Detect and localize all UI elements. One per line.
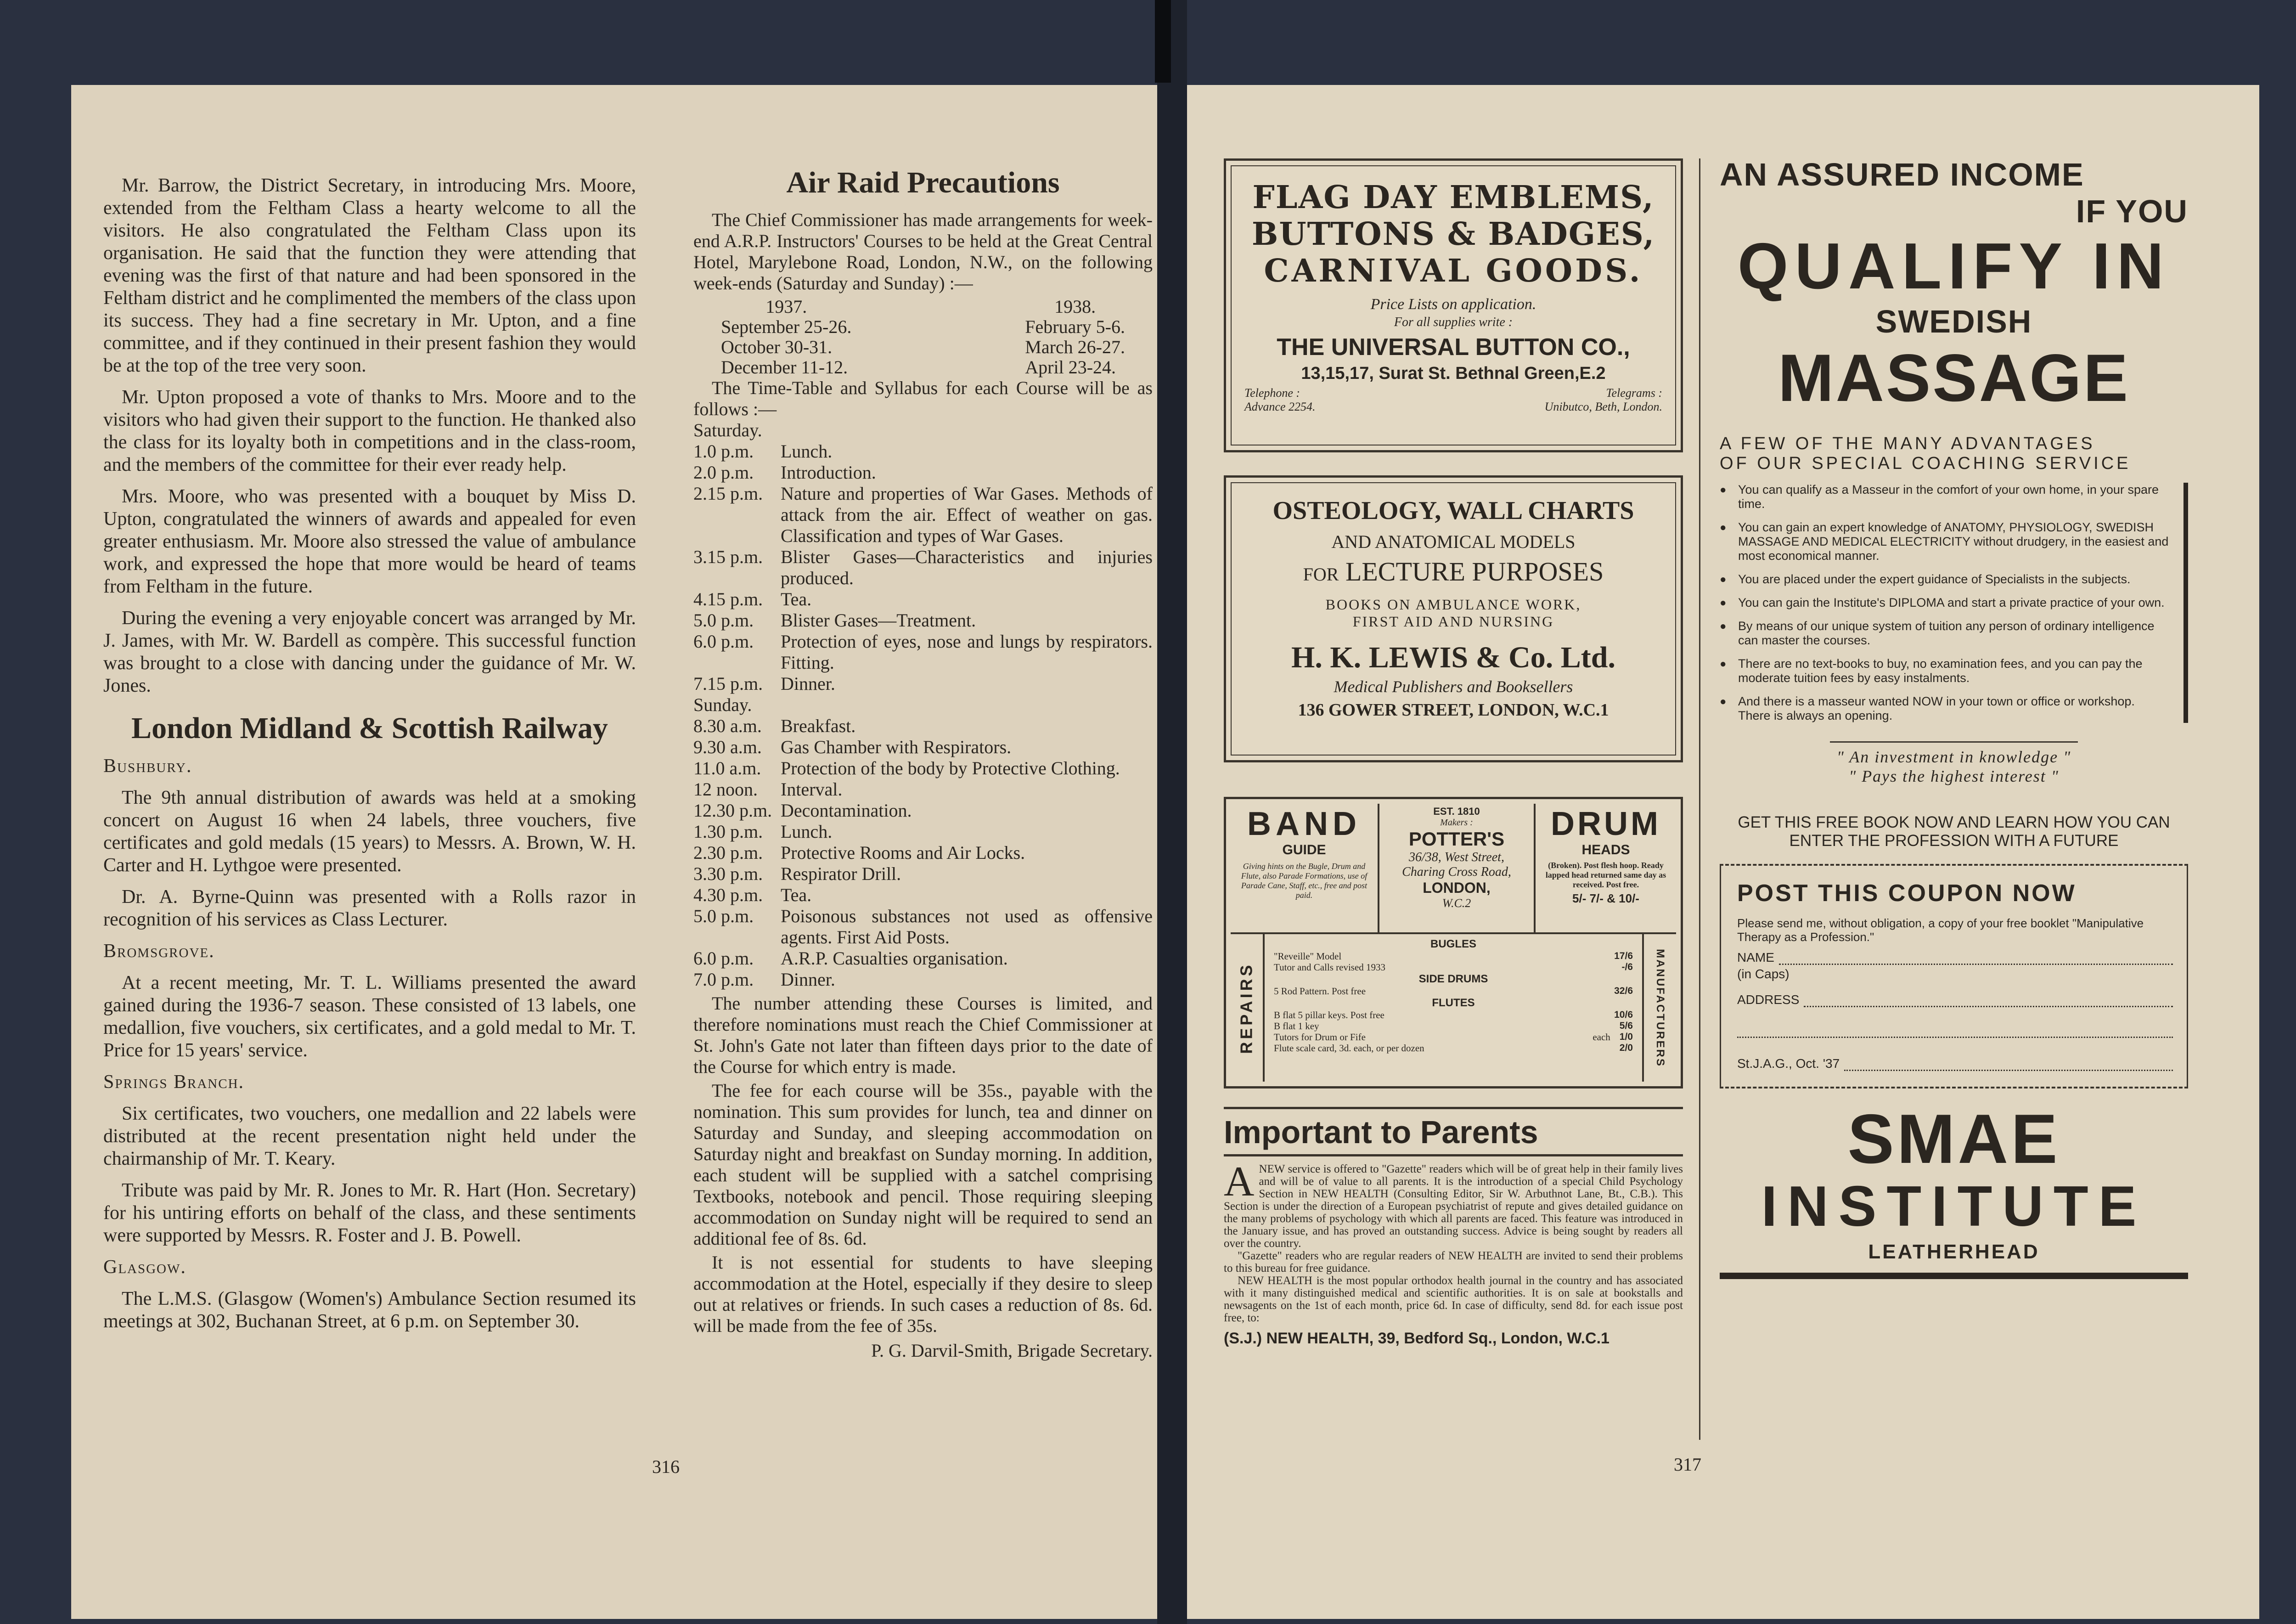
paragraph: The Chief Commissioner has made arrangements for week-end A.R.P. Instructors' Courses to be held at the Great Central Hotel, Marylebone Road, London, N.W., on the following week-ends (Saturday and Sunday) :— [693,209,1153,293]
price-row [1274,1009,1633,1021]
timetable-row [693,885,1153,906]
ad-line: BOOKS ON AMBULANCE WORK, [1325,596,1581,613]
paragraph: The L.M.S. (Glasgow (Women's) Ambulance Section resumed its meetings at 302, Buchanan Street, at 6 p.m. on September 30. [103,1288,636,1332]
advantage-item: ● You can qualify as a Masseur in the comfort of your own home, in your spare time. [1720,483,2170,511]
potters-name: POTTER'S [1408,828,1505,850]
time: 5.0 p.m. [693,610,754,631]
activity: Poisonous substances not used as offensive agents. First Aid Posts. [781,906,1153,947]
bugles-heading: BUGLES [1430,938,1476,950]
activity: Blister Gases—Characteristics and injuries produced. [781,547,1153,588]
timetable-row [693,441,1153,462]
reference-field[interactable] [1737,1056,2173,1071]
item-name: "Reveille" Model [1274,951,1342,962]
advantages-heading: OF OUR SPECIAL COACHING SERVICE [1720,454,2131,473]
timetable-row [693,483,1153,547]
activity: Nature and properties of War Gases. Methods of attack from the air. Effect of weather on gas. Classification and types of War Gases. [781,483,1153,546]
parents-ad [1224,1107,1683,1348]
time: 12.30 p.m. [693,800,772,821]
price-row [1274,1021,1633,1032]
heads-heading: HEADS [1581,842,1630,857]
timetable-row [693,800,1153,821]
ad-line: Price Lists on application. [1370,296,1536,313]
item-price: 5/6 [1619,1021,1633,1031]
address-line: 36/38, West Street, [1409,850,1504,864]
drum-heading: DRUM [1551,806,1661,842]
ad-line: Medical Publishers and Booksellers [1334,677,1573,696]
timetable-row [693,462,1153,483]
time: 1.30 p.m. [693,821,763,842]
established: EST. 1810 [1433,806,1480,817]
price-row [1274,986,1633,997]
time: 3.15 p.m. [693,547,763,567]
advantage-item: ● You can gain the Institute's DIPLOMA and start a private practice of your own. [1720,596,2170,610]
advantage-item: ● There are no text-books to buy, no examination fees, and you can pay the moderate tuition fees by easy instalments. [1720,657,2170,685]
item-price: 1/0 [1619,1032,1633,1042]
telephone: Advance 2254. [1244,400,1316,413]
date: April 23-24. [1025,357,1116,378]
subheading: Glasgow. [103,1257,186,1278]
left-column-2 [693,165,1153,1361]
advantage-item: ● You can gain an expert knowledge of ANATOMY, PHYSIOLOGY, SWEDISH MASSAGE AND MEDICAL ELECTRICITY without drudgery, in the easiest and most economical manner. [1720,520,2170,563]
band-heading: BAND [1247,806,1361,842]
time: 2.30 p.m. [693,842,763,863]
timetable-row [693,969,1153,990]
item-name: Tutor and Calls revised 1933 [1274,962,1386,973]
subheading: Bushbury. [103,756,192,777]
item-name: Tutors for Drum or Fife [1274,1032,1366,1043]
activity: A.R.P. Casualties organisation. [781,948,1008,969]
flag-day-ad [1224,158,1683,452]
column-divider [1699,158,1700,1440]
item-price: -/6 [1621,962,1633,972]
year-1937: 1937. [765,296,807,317]
address-field-2[interactable] [1737,1026,2173,1038]
saturday-timetable [693,441,1153,694]
ad-line: FOR [1303,564,1339,585]
time: 1.0 p.m. [693,441,754,462]
item-price: 17/6 [1614,951,1633,961]
activity: Blister Gases—Treatment. [781,610,976,631]
band-guide-ad [1224,797,1683,1088]
time: 4.30 p.m. [693,885,763,905]
ad-title: Important to Parents [1224,1114,1538,1150]
timetable-row [693,547,1153,589]
year-1938: 1938. [1054,296,1096,317]
paragraph: At a recent meeting, Mr. T. L. Williams presented the award gained during the 1936-7 season. These consisted of 13 labels, one medallion, five vouchers, six certificates, and a gold medal to Mr. T. Price for 15 years' service. [103,972,636,1061]
caps-label: (in Caps) [1737,967,1790,981]
ad-line: AND ANATOMICAL MODELS [1331,531,1576,552]
book-gutter [1157,0,1187,1624]
activity: Respirator Drill. [781,863,901,884]
time: 2.15 p.m. [693,483,763,504]
manufacturers-label: MANUFACTURERS [1654,948,1667,1067]
price-row [1274,1043,1633,1054]
time: 6.0 p.m. [693,948,754,969]
date: February 5-6. [1025,316,1125,337]
time: 9.30 a.m. [693,737,762,757]
activity: Protective Rooms and Air Locks. [781,842,1025,863]
address-city: LONDON, [1423,880,1491,896]
subheading: Bromsgrove. [103,941,215,962]
ad-line: LECTURE PURPOSES [1345,557,1604,586]
activity: Decontamination. [781,800,912,821]
paragraph: The Time-Table and Syllabus for each Course will be as follows :— [693,378,1153,419]
time: 4.15 p.m. [693,589,763,609]
binding-tape [1155,0,1171,83]
paragraph: Tribute was paid by Mr. R. Jones to Mr. R. Hart (Hon. Secretary) for his untiring efforts on behalf of the class, and these sentiments were supported by Messrs. R. Foster and J. B. Powell. [103,1180,636,1246]
time: 11.0 a.m. [693,758,761,778]
timetable-row [693,673,1153,694]
telegram: Unibutco, Beth, London. [1544,400,1662,413]
price-row [1274,1032,1633,1043]
sunday-timetable [693,716,1153,990]
paragraph: The 9th annual distribution of awards was held at a smoking concert on August 16 when 24 labels, three vouchers, five certificates and gold medals (15 years) to Messrs. A. Brown, W. H. Carter and H. Lythgoe were presented. [103,787,636,876]
smae-ad [1720,156,2188,1279]
guide-heading: GUIDE [1282,842,1326,857]
guide-text: Giving hints on the Bugle, Drum and Flute, also Parade Formations, use of Parade Cane, Staff, etc., free and post paid. [1241,862,1367,900]
institute-name: INSTITUTE [1761,1175,2147,1238]
item-note: each [1593,1032,1610,1043]
date: March 26-27. [1025,337,1125,357]
paragraph: Mr. Upton proposed a vote of thanks to Mrs. Moore and to the visitors who had given their support to the function. He thanked also the class for its loyalty both in competitions and in the class-room, and the members of the committee for their ever ready help. [103,387,636,475]
date: September 25-26. [721,316,852,337]
time: 7.0 p.m. [693,969,754,990]
ad-line: FIRST AID AND NURSING [1352,613,1554,630]
signature: P. G. Darvil-Smith, Brigade Secretary. [871,1340,1153,1361]
item-price: 10/6 [1614,1009,1633,1020]
address-label: ADDRESS [1737,992,1800,1007]
price-row [1274,951,1633,962]
timetable-row [693,737,1153,758]
timetable-row [693,779,1153,800]
date: October 30-31. [721,337,833,357]
heads-text: (Broken). Post flesh hoop. Ready lapped head returned same day as received. Post free. [1545,861,1666,889]
timetable-row [693,906,1153,948]
osteology-ad [1224,475,1683,762]
paragraph: Mrs. Moore, who was presented with a bouquet by Miss D. Upton, congratulated the winners of awards and appealed for even greater enthusiasm. Mr. Moore also stressed the value of ambulance work, and expressed the hope that more would be heard of teams from Feltham in the future. [103,486,636,597]
name-label: NAME [1737,950,1774,964]
activity: Gas Chamber with Respirators. [781,737,1012,757]
paragraph: NEW HEALTH is the most popular orthodox health journal in the country and has associated with it many distinguished medical and scientific authorities. It is on sale at bookstalls and newsagents on the 1st of each month, price 6d. In case of difficulty, send 8d. for each issue post free, to: [1224,1274,1683,1324]
date: December 11-12. [721,357,848,378]
advantage-item: ● You are placed under the expert guidance of Specialists in the subjects. [1720,572,2170,586]
time: 6.0 p.m. [693,631,754,652]
time: 5.0 p.m. [693,906,754,926]
course-dates [721,297,1125,378]
ad-headline: IF YOU [2076,193,2188,229]
quote: " An investment in knowledge " [1836,748,2071,766]
time: 3.30 p.m. [693,863,763,884]
item-price: 32/6 [1614,986,1633,996]
ad-title: CARNIVAL GOODS. [1264,253,1643,289]
activity: Interval. [781,779,843,800]
paragraph: The fee for each course will be 35s., payable with the nomination. This sum provides for lunch, tea and dinner on Saturday and Sunday, and sleeping accommodation on Saturday night and breakfast on Sunday morning. In addition, each student will be supplied with a satchel comprising Textbooks, notebook and pencil. Those requiring sleeping accommodation on Sunday night will be required to send an additional fee of 8s. 6d. [693,1080,1153,1249]
coupon-text: Please send me, without obligation, a copy of your free booklet "Manipulative Therapy as a Profession." [1737,916,2144,944]
price-row [1274,962,1633,973]
page-number-left: 316 [652,1456,680,1477]
address-postcode: W.C.2 [1442,897,1471,910]
activity: Lunch. [781,441,833,462]
telegram-label: Telegrams : [1606,386,1662,400]
timetable-row [693,821,1153,842]
company-name: H. K. LEWIS & Co. Ltd. [1291,641,1615,674]
paragraph: It is not essential for students to have sleeping accommodation at the Hotel, especially if they desire to sleep out at relatives or friends. In such cases a reduction of 8s. 6d. will be made from the fee of 35s. [693,1252,1153,1336]
timetable-row [693,631,1153,673]
ad-title: OSTEOLOGY, WALL CHARTS [1272,496,1634,525]
quote: " Pays the highest interest " [1849,767,2059,785]
section-heading-arp: Air Raid Precautions [786,166,1060,199]
call-to-action: GET THIS FREE BOOK NOW AND LEARN HOW YOU CAN ENTER THE PROFESSION WITH A FUTURE [1738,813,2170,850]
timetable-row [693,758,1153,779]
ad-headline: MASSAGE [1778,340,2130,415]
timetable-row [693,589,1153,610]
activity: Protection of the body by Protective Clothing. [781,758,1120,778]
advantages-heading: A FEW OF THE MANY ADVANTAGES [1720,434,2095,453]
activity: Protection of eyes, nose and lungs by respirators. Fitting. [781,631,1153,673]
reference-label: St.J.A.G., Oct. '37 [1737,1056,1840,1071]
timetable-row [693,610,1153,631]
item-name: Flute scale card, 3d. each, or per dozen [1274,1043,1424,1054]
address-field[interactable] [1737,992,2173,1007]
heads-prices: 5/- 7/- & 10/- [1572,891,1639,905]
advantages-list [1720,483,2188,723]
drop-cap: A [1224,1158,1255,1205]
page-number-right: 317 [1674,1454,1701,1475]
paragraph: "Gazette" readers who are regular readers of NEW HEALTH are invited to send their problems to this bureau for free guidance. [1224,1250,1683,1274]
subheading: Springs Branch. [103,1071,245,1093]
coupon-title: POST THIS COUPON NOW [1737,880,2077,907]
repairs-label: REPAIRS [1237,962,1256,1054]
time: 8.30 a.m. [693,716,762,736]
day-label: Sunday. [693,694,752,715]
paragraph: During the evening a very enjoyable concert was arranged by Mr. J. James, with Mr. W. Bardell as compère. This successful function was brought to a close with dancing under the guidance of Mr. W. Jones. [103,608,636,696]
timetable-row [693,863,1153,885]
timetable-row [693,842,1153,863]
paragraph: Dr. A. Byrne-Quinn was presented with a Rolls razor in recognition of his services as Class Lecturer. [103,886,636,930]
ad-headline: SWEDISH [1875,304,2032,339]
makers-label: Makers : [1440,818,1473,828]
time: 7.15 p.m. [693,673,763,694]
ad-title: FLAG DAY EMBLEMS, [1252,179,1654,216]
paragraph: NEW service is offered to "Gazette" readers which will be of great help in their family lives and will be of value to all parents. It is the introduction of a special Child Psychology Section in NEW HEALTH (Consulting Editor, Sir W. Arbuthnot Lane, Bt., C.B.). This Section is under the direction of a European psychiatrist of repute and gives detailed guidance on the many problems of psychology with which all parents are faced. This feature was introduced in the January issue, and has proved an outstanding success. Advice is being sought by readers all over the country. [1224,1163,1683,1250]
activity: Tea. [781,589,812,609]
section-heading-lms: London Midland & Scottish Railway [131,711,608,745]
flutes-heading: FLUTES [1432,997,1475,1009]
ad-headline: QUALIFY IN [1737,230,2171,303]
item-price: 2/0 [1619,1043,1633,1053]
day-label: Saturday. [693,420,762,440]
timetable-row [693,716,1153,737]
item-name: B flat 5 pillar keys. Post free [1274,1009,1384,1021]
activity: Tea. [781,885,812,905]
left-column-1 [103,175,636,1342]
name-field[interactable] [1737,950,2173,965]
institute-location: LEATHERHEAD [1868,1241,2040,1263]
paragraph: Six certificates, two vouchers, one medallion and 22 labels were distributed at the recent presentation night held under the chairmanship of Mr. T. Keary. [103,1103,636,1169]
telephone-label: Telephone : [1244,386,1300,400]
company-address: 136 GOWER STREET, LONDON, W.C.1 [1298,700,1609,720]
ad-line: For all supplies write : [1394,315,1513,329]
advantage-item: ● By means of our unique system of tuition any person of ordinary intelligence can master the courses. [1720,619,2170,648]
address-line: Charing Cross Road, [1402,865,1511,879]
paragraph: Mr. Barrow, the District Secretary, in introducing Mrs. Moore, extended from the Feltham Class a hearty welcome to all the visitors. He also congratulated the Feltham Class upon its organisation. He said that the function they were attending that evening was the first of that nature and had been sponsored in the Feltham district and he complimented the members of the class upon its success. They had a fine secretary in Mr. Upton, and a fine committee, and if they continued in their present fashion they would be at the top of the tree very soon. [103,175,636,376]
ad-footer: (S.J.) NEW HEALTH, 39, Bedford Sq., London, W.C.1 [1224,1330,1609,1347]
item-name: 5 Rod Pattern. Post free [1274,986,1366,997]
ad-title: BUTTONS & BADGES, [1251,216,1655,253]
ad-headline: AN ASSURED INCOME [1720,157,2084,192]
coupon[interactable] [1720,864,2188,1088]
time: 12 noon. [693,779,758,800]
company-address: 13,15,17, Surat St. Bethnal Green,E.2 [1301,364,1606,383]
activity: Lunch. [781,821,833,842]
footer-rule [1720,1273,2188,1279]
advantage-item: ● And there is a masseur wanted NOW in your town or office or workshop. There is always an opening. [1720,694,2170,723]
item-name: B flat 1 key [1274,1021,1319,1032]
institute-name: SMAE [1847,1100,2060,1178]
paragraph: The number attending these Courses is limited, and therefore nominations must reach the Chief Commissioner at St. John's Gate not later than fifteen days prior to the date of the Course for which entry is made. [693,993,1153,1077]
side-drums-heading: SIDE DRUMS [1418,973,1488,985]
timetable-row [693,948,1153,969]
activity: Introduction. [781,462,876,483]
activity: Breakfast. [781,716,856,736]
time: 2.0 p.m. [693,462,754,483]
company-name: THE UNIVERSAL BUTTON CO., [1277,334,1630,361]
activity: Dinner. [781,969,835,990]
activity: Dinner. [781,673,835,694]
